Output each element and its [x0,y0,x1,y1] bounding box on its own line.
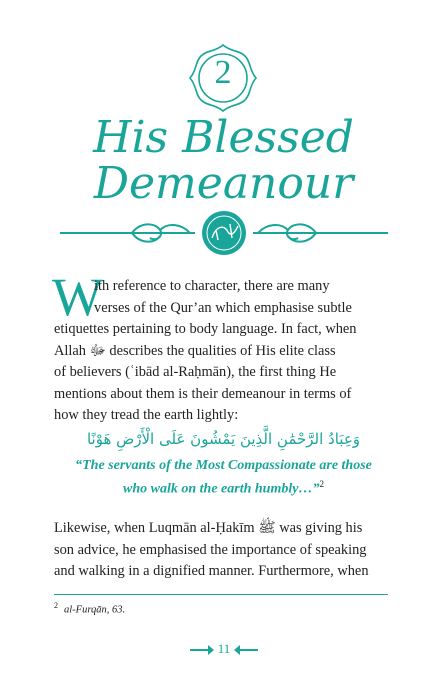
chapter-title-line-1: His Blessed [93,112,354,163]
paragraph-line: mentions about them is their demeanour in terms of [54,385,352,402]
paragraph-line: Likewise, when Luqmān al-Ḥakīm ﷺ was giving his [54,520,363,536]
paragraph-line: verses of the Qur’an which emphasise subtle [94,299,352,316]
verse-translation-line-2 [0,479,447,498]
paragraph-line: etiquettes pertaining to body language. In fact, when [54,321,357,337]
paragraph-line: Allah ﷻ describes the qualities of His elite class [54,342,336,359]
footnote-text: al-Furqān, 63. [64,604,126,616]
verse-translation-line-1: “The servants of the Most Compassionate are those [75,458,372,473]
chapter-number: 2 [214,54,232,91]
paragraph-line: ith reference to character, there are many [94,278,330,294]
calligraphy-medallion-icon [60,208,388,258]
page-number: 11 [217,641,231,656]
drop-cap: W [52,267,103,327]
paragraph-line: son advice, he emphasised the importance of speaking [54,541,367,558]
paragraph-2 [54,518,394,583]
arabic-verse: وَعِبَادُ الرَّحْمَٰنِ الَّذِينَ يَمْشُونَ عَلَى الْأَرْضِ هَوْنًا [86,430,361,448]
paragraph-line: how they tread the earth lightly: [54,407,239,423]
footnote-marker: 2 [54,601,58,610]
footnote [54,601,125,616]
paragraph-1 [54,276,394,427]
footnote-divider [54,594,388,595]
paragraph-line: and walking in a dignified manner. Furthermore, when [54,563,369,579]
paragraph-line: of believers (ʿibād al-Raḥmān), the first thing He [54,364,337,380]
verse-translation-text: who walk on the earth humbly…” [123,481,320,497]
footnote-reference[interactable]: 2 [319,479,324,489]
chapter-title-line-2: Demeanour [93,158,354,209]
